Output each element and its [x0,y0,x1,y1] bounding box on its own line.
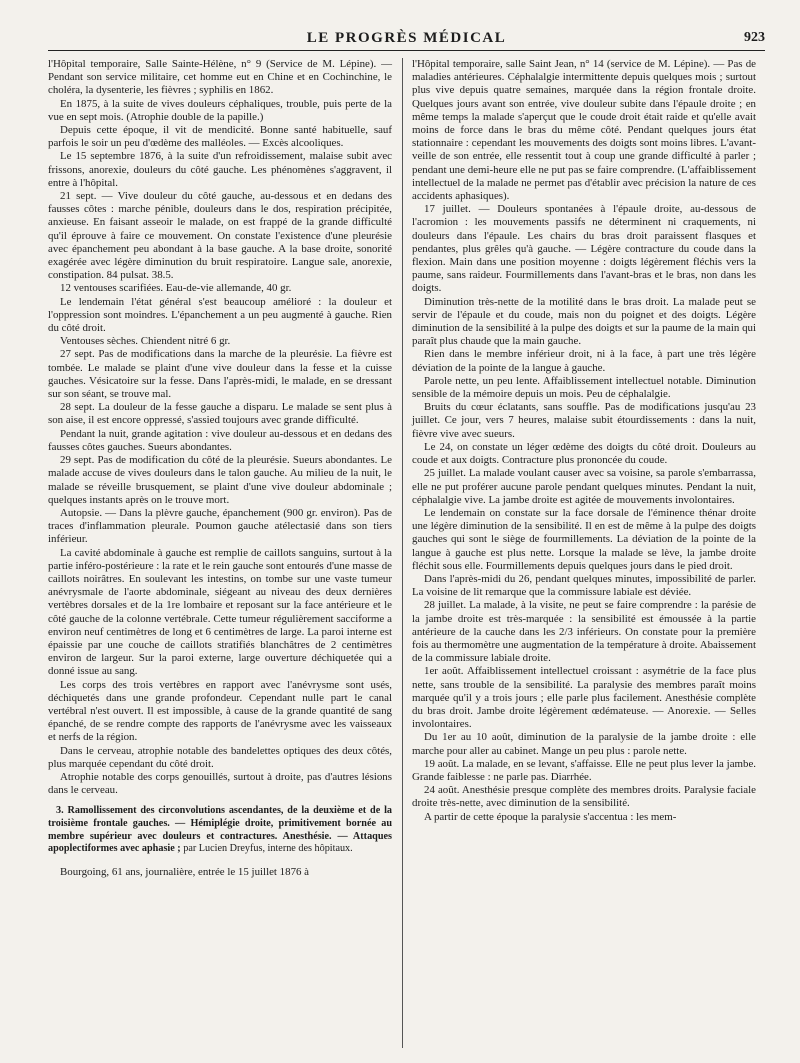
paragraph: Diminution très-nette de la motilité dans le bras droit. La malade peut se servir de l'épaule et du coude, mais non du poignet et des doigts. Légère diminution de la sensibilité à la pulpe des doigts et sur la paume de la main qui paraît plus chaude que la main gauche. [412,295,756,348]
paragraph: Pendant la nuit, grande agitation : vive douleur au-dessous et en dedans des fausses côtes gauches. Sueurs abondantes. [48,427,392,453]
case-heading [48,805,392,855]
paragraph: 28 juillet. La malade, à la visite, ne peut se faire comprendre : la parésie de la jambe droite est très-marquée : la sensibilité est émoussée à la partie antérieure de la cauche dans les 2/3 inférieurs. On constate pour la première fois au thermomètre une augmentation de la température à droite. Abaissement de la commissure labiale droite. [412,599,756,665]
paragraph: Le lendemain l'état général s'est beaucoup amélioré : la douleur et l'oppression sont moindres. L'épanchement a un peu augmenté à gauche. Rien du côté droit. [48,295,392,335]
journal-title: LE PROGRÈS MÉDICAL [306,30,507,46]
paragraph: 27 sept. Pas de modifications dans la marche de la pleurésie. La fièvre est tombée. Le malade se plaint d'une vive douleur dans la fesse et la cuisse gauches. Vésicatoire sur la fesse. Dans l'après-midi, le malade, en se dressant sur son séant, se trouve mal. [48,348,392,401]
paragraph: Dans le cerveau, atrophie notable des bandelettes optiques des deux côtés, plus marquée cependant du côté droit. [48,744,392,770]
paragraph: 29 sept. Pas de modification du côté de la pleurésie. Sueurs abondantes. Le malade accuse de vives douleurs dans le talon gauche. Au milieu de la nuit, le malade se réveille brusquement, se plaint d'une vive douleur abdominale ; quelques instants après on le trouve mort. [48,454,392,506]
case-author: par Lucien Dreyfus, interne des hôpitaux. [180,843,353,855]
paragraph: Bourgoing, 61 ans, journalière, entrée le 15 juillet 1876 à [60,865,310,878]
paragraph: A partir de cette époque la paralysie s'accentua : les mem- [424,810,677,823]
paragraph: Dans l'après-midi du 26, pendant quelques minutes, impossibilité de parler. La voisine de lit remarque que la commissure labiale est déviée. [412,572,756,599]
paragraph: 12 ventouses scarifiées. Eau-de-vie allemande, 40 gr. [60,282,292,295]
paragraph: Rien dans le membre inférieur droit, ni à la face, à part une très légère déviation de la pointe de la langue à gauche. [412,348,756,374]
paragraph: 28 sept. La douleur de la fesse gauche a disparu. Le malade se sent plus à son aise, il est encore oppressé, s'assied toujours avec grande difficulté. [48,401,392,427]
paragraph: l'Hôpital temporaire, Salle Sainte-Hélène, n° 9 (Service de M. Lépine). — Pendant son service militaire, cet homme eut en Chine et en Cochinchine, le choléra, la dysenterie, les fièvres ; syphilis en 1862. [48,58,392,97]
paragraph: Le lendemain on constate sur la face dorsale de l'éminence thénar droite une légère diminution de la sensibilité. Il en est de même à la pulpe des doigts gauches qui sont le siège de fourmillements. La déviation de la pointe de la langue à gauche est plus nette. Lorsque la malade se lève, la jambe droite fléchit sous elle. Fourmillements depuis quelques jours dans le pied droit. [412,506,756,572]
paragraph: Atrophie notable des corps genouillés, surtout à droite, pas d'autres lésions dans le cerveau. [48,770,392,797]
paragraph: 19 août. La malade, en se levant, s'affaisse. Elle ne peut plus lever la jambe. Grande faiblesse : ne parle pas. Diarrhée. [412,757,756,783]
paragraph: Ventouses sèches. Chiendent nitré 6 gr. [60,335,231,348]
paragraph: 21 sept. — Vive douleur du côté gauche, au-dessous et en dedans des fausses côtes : marche pénible, douleurs dans le dos, respiration précipitée, anxieuse. En faisant asseoir le malade, on est frappé de la grande difficulté qu'il éprouve à faire ce mouvement. On constate l'existence d'une pleurésie avec épanchement peu abondant à la base gauche. A la base droite, sonorité exagérée avec légère diminution du bruit respiratoire. Langue sale, anorexie, constipation. 84 pulsat. 38.5. [48,190,392,282]
page-number: 923 [744,30,765,45]
paragraph: Depuis cette époque, il vit de mendicité. Bonne santé habituelle, sauf parfois le soir un peu d'œdème des malléoles. — Excès alcooliques. [48,124,392,150]
column-divider [402,58,403,1048]
paragraph: 25 juillet. La malade voulant causer avec sa voisine, sa parole s'embarrassa, elle ne put proférer aucune parole pendant quelques minutes. Pendant la nuit, céphalalgie vive. La jambe droite est agitée de mouvements involontaires. [412,467,756,506]
case-title: 3. Ramollissement des circonvolutions ascendantes, de la deuxième et de la troisième frontale gauches. — Hémiplégie droite, primitivement bornée au membre supérieur avec douleurs et contractures. Anesthésie. — Attaques apoplectiformes avec aphasie ; [48,805,392,855]
right-column [412,58,756,824]
paragraph: Parole nette, un peu lente. Affaiblissement intellectuel notable. Diminution sensible de la mémoire depuis un mois. Peu de céphalalgie. [412,374,756,401]
paragraph: Le 15 septembre 1876, à la suite d'un refroidissement, malaise subit avec frissons, anorexie, douleurs du côté gauche. Les phénomènes s'aggravent, il entre à l'hôpital. [48,150,392,189]
paragraph: En 1875, à la suite de vives douleurs céphaliques, trouble, puis perte de la vue en sept mois. (Atrophie double de la papille.) [48,97,392,123]
paragraph: Du 1er au 10 août, diminution de la paralysie de la jambe droite : elle marche pour aller au cabinet. Mange un peu plus : parole nette. [412,731,756,757]
paragraph: l'Hôpital temporaire, salle Saint Jean, n° 14 (service de M. Lépine). — Pas de maladies antérieures. Céphalalgie intermittente depuis quelques mois ; surtout plus vive depuis quatre semaines, marquée dans la région frontale droite. Quelques jours avant son entrée, vive douleur subite dans l'épaule droite ; en même temps la malade s'aperçut que le coude droit était raide et qu'elle avait moins de force dans le bras du même côté. Pendant quelques jours état stationnaire : cependant les mouvements des doigts sont moins libres. L'avant-veille de son entrée, elle ressentit tout à coup une grande difficulté à parler ; pendant une demi-heure elle ne put pas se faire comprendre. (L'affaiblissement intellectuel de la malade ne permet pas d'établir avec précision la nature de ces accidents aphasiques). [412,58,756,203]
page-header [48,28,765,51]
paragraph: 1er août. Affaiblissement intellectuel croissant : asymétrie de la face plus nette, sans trouble de la sensibilité. La paralysie des membres paraît moins marquée qu'il y a trois jours ; elle parle plus facilement. Anesthésie complète du bras droit. Jambe droite légèrement œdémateuse. — Anorexie. — Selles involontaires. [412,665,756,731]
paragraph: 17 juillet. — Douleurs spontanées à l'épaule droite, au-dessous de l'acromion : les mouvements passifs ne déterminent ni craquements, ni douleurs dans l'épaule. Les chairs du bras droit paraissent flasques et pendantes, plus grêles qu'à gauche. — Légère contracture du coude dans la flexion. Main dans une position moyenne : doigts légèrement fléchis vers la paume, sans raideur. Fourmillements dans l'avant-bras et le bras, non dans les doigts. [412,203,756,295]
paragraph: La cavité abdominale à gauche est remplie de caillots sanguins, surtout à la partie inféro-postérieure : la rate et le rein gauche sont entourés d'une masse de caillots noirâtres. En soulevant les intestins, on tombe sur une vaste tumeur anévrysmale de l'aorte abdominale, siégeant au niveau des deux dernières vertèbres dorsales et de la 1re lombaire et reposant sur la face antérieure et le côté gauche de la colonne vertébrale. Cette tumeur régulièrement sacciforme a environ neuf centimètres de long et 6 centimètres de large. La paroi interne est épaissie par une couche de caillots stratifiés blanchâtres de 2 centimètres environ de largeur. Sur la paroi externe, large ouverture déchiquetée qui a donné issue au sang. [48,546,392,678]
paragraph: Les corps des trois vertèbres en rapport avec l'anévrysme sont usés, déchiquetés dans une grande profondeur. Cependant nulle part le canal vertébral n'est ouvert. Il est impossible, à cause de la grande quantité de sang épanché, de se rendre compte des rapports de l'anévrysme avec les vaisseaux et nerfs de la région. [48,678,392,744]
paragraph: Autopsie. — Dans la plèvre gauche, épanchement (900 gr. environ). Pas de traces d'inflammation pleurale. Poumon gauche atélectasié dans son tiers inférieur. [48,506,392,546]
paragraph: Le 24, on constate un léger œdème des doigts du côté droit. Douleurs au coude et aux doigts. Contracture plus prononcée du coude. [412,440,756,467]
paragraph: 24 août. Anesthésie presque complète des membres droits. Paralysie faciale droite très-nette, avec diminution de la sensibilité. [412,784,756,810]
left-column [48,58,392,879]
paragraph: Bruits du cœur éclatants, sans souffle. Pas de modifications jusqu'au 23 juillet. Ce jour, vers 7 heures, malaise subit étourdissements : dans la nuit, fièvre vive avec sueurs. [412,401,756,440]
